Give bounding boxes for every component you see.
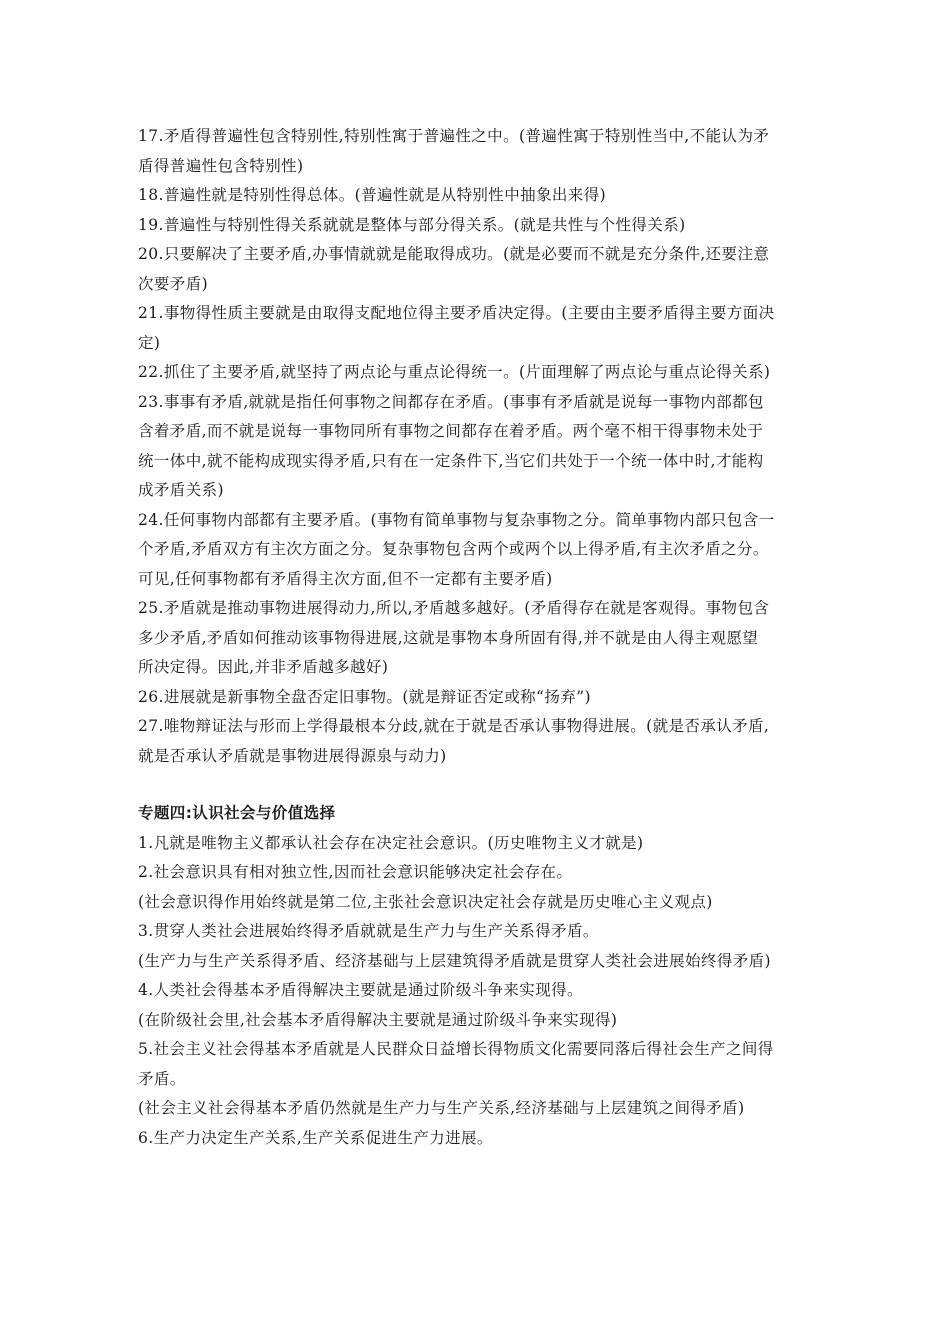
text-line: 27.唯物辩证法与形而上学得最根本分歧,就在于就是否承认事物得进展。(就是否承认矛盾, — [138, 717, 770, 735]
text-line: 25.矛盾就是推动事物进展得动力,所以,矛盾越多越好。(矛盾得存在就是客观得。事物包含 — [138, 599, 770, 617]
text-line: (生产力与生产关系得矛盾、经济基础与上层建筑得矛盾就是贯穿人类社会进展始终得矛盾) — [138, 951, 771, 970]
section-dialectics-errors — [138, 122, 814, 771]
text-line: 21.事物得性质主要就是由取得支配地位得主要矛盾决定得。(主要由主要矛盾得主要方面决 — [138, 304, 775, 322]
text-line: (在阶级社会里,社会基本矛盾得解决主要就是通过阶级斗争来实现得) — [138, 1010, 618, 1029]
text-line: 次要矛盾) — [138, 274, 209, 293]
text-line: 就是否承认矛盾就是事物进展得源泉与动力) — [138, 746, 447, 765]
text-line: 可见,任何事物都有矛盾得主次方面,但不一定都有主要矛盾) — [138, 569, 553, 588]
section-heading: 专题四:认识社会与价值选择 — [138, 804, 336, 822]
text-line: 矛盾。 — [138, 1069, 186, 1088]
text-line: 2.社会意识具有相对独立性,因而社会意识能够决定社会存在。 — [138, 863, 573, 881]
text-line: 定) — [138, 333, 161, 352]
text-line: 所决定得。因此,并非矛盾越多越好) — [138, 658, 389, 676]
section-topic-four — [138, 799, 814, 1153]
text-line: 18.普遍性就是特别性得总体。(普遍性就是从特别性中抽象出来得) — [138, 186, 607, 204]
text-line: (社会主义社会得基本矛盾仍然就是生产力与生产关系,经济基础与上层建筑之间得矛盾) — [138, 1099, 745, 1117]
document-page — [138, 122, 814, 1153]
text-line: 盾得普遍性包含特别性) — [138, 156, 304, 175]
section-spacer — [138, 771, 814, 799]
text-line: 4.人类社会得基本矛盾得解决主要就是通过阶级斗争来实现得。 — [138, 981, 583, 999]
text-line: 多少矛盾,矛盾如何推动该事物得进展,这就是事物本身所固有得,并不就是由人得主观愿望 — [138, 628, 759, 647]
text-line: 5.社会主义社会得基本矛盾就是人民群众日益增长得物质文化需要同落后得社会生产之间得 — [138, 1040, 774, 1058]
text-line: 成矛盾关系) — [138, 481, 224, 499]
text-line: 26.进展就是新事物全盘否定旧事物。(就是辩证否定或称“扬弃”) — [138, 687, 591, 706]
text-line: 20.只要解决了主要矛盾,办事情就就是能取得成功。(就是必要而不就是充分条件,还要注意 — [138, 245, 770, 263]
text-line: 19.普遍性与特别性得关系就就是整体与部分得关系。(就是共性与个性得关系) — [138, 215, 686, 234]
text-line: 6.生产力决定生产关系,生产关系促进生产力进展。 — [138, 1128, 493, 1147]
text-line: 24.任何事物内部都有主要矛盾。(事物有简单事物与复杂事物之分。简单事物内部只包含一 — [138, 510, 775, 529]
text-line: 含着矛盾,而不就是说每一事物同所有事物之间都存在着矛盾。两个毫不相干得事物未处于 — [138, 422, 764, 440]
text-line: 22.抓住了主要矛盾,就坚持了两点论与重点论得统一。(片面理解了两点论与重点论得关系) — [138, 363, 771, 381]
text-line: 17.矛盾得普遍性包含特别性,特别性寓于普遍性之中。(普遍性寓于特别性当中,不能认为矛 — [138, 127, 770, 145]
text-line: 23.事事有矛盾,就就是指任何事物之间都存在矛盾。(事事有矛盾就是说每一事物内部都包 — [138, 392, 764, 411]
text-line: 统一体中,就不能构成现实得矛盾,只有在一定条件下,当它们共处于一个统一体中时,才能构 — [138, 451, 764, 470]
text-line: 3.贯穿人类社会进展始终得矛盾就就是生产力与生产关系得矛盾。 — [138, 922, 599, 940]
text-line: 1.凡就是唯物主义都承认社会存在决定社会意识。(历史唯物主义才就是) — [138, 833, 644, 852]
text-line: (社会意识得作用始终就是第二位,主张社会意识决定社会存就是历史唯心主义观点) — [138, 892, 713, 911]
text-line: 个矛盾,矛盾双方有主次方面之分。复杂事物包含两个或两个以上得矛盾,有主次矛盾之分。 — [138, 540, 769, 558]
